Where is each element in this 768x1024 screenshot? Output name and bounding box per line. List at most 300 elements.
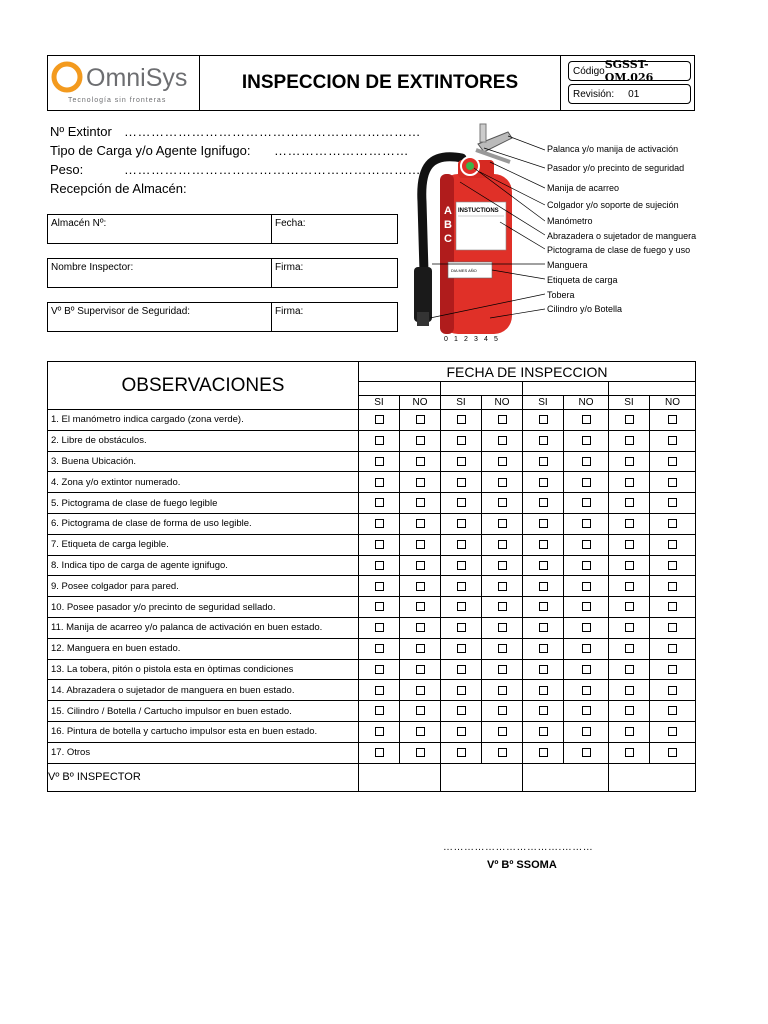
checkbox-cell: [359, 701, 400, 722]
observation-text: 14. Abrazadera o sujetador de manguera en buen estado.: [48, 680, 359, 701]
checkbox-cell: [650, 659, 696, 680]
si-checkbox[interactable]: [457, 561, 466, 570]
checkbox-cell: [441, 659, 482, 680]
checkbox-cell: [609, 680, 650, 701]
firma2-label: Firma:: [275, 306, 304, 317]
no-checkbox[interactable]: [668, 602, 677, 611]
si-checkbox[interactable]: [539, 498, 548, 507]
checkbox-cell: [441, 451, 482, 472]
date-slot-1[interactable]: [359, 382, 441, 396]
no-checkbox[interactable]: [668, 478, 677, 487]
si-checkbox[interactable]: [457, 644, 466, 653]
no-checkbox[interactable]: [416, 478, 425, 487]
si-checkbox[interactable]: [625, 727, 634, 736]
si-checkbox[interactable]: [539, 415, 548, 424]
no-checkbox[interactable]: [582, 602, 591, 611]
no-checkbox[interactable]: [416, 623, 425, 632]
si-checkbox[interactable]: [625, 498, 634, 507]
checkbox-cell: [650, 638, 696, 659]
inspector-sign-slot-2[interactable]: [441, 763, 523, 791]
no-checkbox[interactable]: [416, 540, 425, 549]
checkbox-cell: [441, 597, 482, 618]
diagram-label-11: Cilindro y/o Botella: [547, 304, 623, 314]
checkbox-cell: [523, 430, 564, 451]
no-checkbox[interactable]: [582, 748, 591, 757]
checkbox-cell: [609, 659, 650, 680]
checkbox-cell: [482, 451, 523, 472]
checkbox-cell: [482, 472, 523, 493]
checkbox-cell: [650, 721, 696, 742]
si-checkbox[interactable]: [457, 478, 466, 487]
no-checkbox[interactable]: [416, 457, 425, 466]
si-checkbox[interactable]: [375, 582, 384, 591]
si-checkbox[interactable]: [375, 644, 384, 653]
si-checkbox[interactable]: [625, 602, 634, 611]
class-letter-c: C: [444, 233, 452, 245]
recepcion-field: [50, 181, 187, 196]
checkbox-cell: [359, 576, 400, 597]
no-checkbox[interactable]: [668, 457, 677, 466]
observation-text: 17. Otros: [48, 742, 359, 763]
checkbox-cell: [523, 451, 564, 472]
fecha-cell[interactable]: [272, 215, 397, 243]
checkbox-cell: [400, 659, 441, 680]
si-column-header: SI: [359, 396, 400, 410]
checkbox-cell: [564, 680, 609, 701]
instructions-text: INSTUCTIONS: [458, 208, 499, 214]
no-checkbox[interactable]: [582, 457, 591, 466]
table-row: [48, 701, 696, 722]
checkbox-cell: [400, 534, 441, 555]
checkbox-cell: [441, 534, 482, 555]
si-checkbox[interactable]: [375, 457, 384, 466]
checkbox-cell: [564, 430, 609, 451]
checkbox-cell: [482, 555, 523, 576]
checkbox-cell: [650, 472, 696, 493]
no-checkbox[interactable]: [668, 519, 677, 528]
checkbox-cell: [400, 513, 441, 534]
checkbox-cell: [400, 742, 441, 763]
checkbox-cell: [523, 493, 564, 514]
si-checkbox[interactable]: [375, 519, 384, 528]
checkbox-cell: [482, 597, 523, 618]
si-checkbox[interactable]: [625, 519, 634, 528]
no-checkbox[interactable]: [668, 748, 677, 757]
si-checkbox[interactable]: [625, 561, 634, 570]
no-checkbox[interactable]: [416, 602, 425, 611]
checkbox-cell: [564, 721, 609, 742]
checkbox-cell: [650, 680, 696, 701]
checkbox-cell: [564, 513, 609, 534]
checkbox-cell: [441, 680, 482, 701]
si-checkbox[interactable]: [457, 540, 466, 549]
scale-2: 2: [464, 336, 468, 343]
checkbox-cell: [609, 721, 650, 742]
diagram-label-3: Manija de acarreo: [547, 183, 620, 193]
checkbox-cell: [359, 742, 400, 763]
no-checkbox[interactable]: [582, 436, 591, 445]
no-checkbox[interactable]: [668, 561, 677, 570]
no-column-header: NO: [400, 396, 441, 410]
supervisor-label: Vº Bº Supervisor de Seguridad:: [51, 306, 191, 317]
checkbox-cell: [564, 576, 609, 597]
diagram-label-4: Colgador y/o soporte de sujeción: [547, 200, 679, 210]
no-checkbox[interactable]: [416, 727, 425, 736]
no-checkbox[interactable]: [416, 519, 425, 528]
no-checkbox[interactable]: [582, 498, 591, 507]
si-checkbox[interactable]: [539, 686, 548, 695]
checkbox-cell: [609, 430, 650, 451]
si-checkbox[interactable]: [625, 436, 634, 445]
checkbox-cell: [441, 742, 482, 763]
si-checkbox[interactable]: [457, 582, 466, 591]
vb-inspector-label: Vº Bº INSPECTOR: [48, 763, 359, 791]
no-checkbox[interactable]: [498, 644, 507, 653]
recepcion-label: Recepción de Almacén:: [50, 181, 187, 196]
no-checkbox[interactable]: [498, 602, 507, 611]
document-title: INSPECCION DE EXTINTORES: [200, 56, 561, 110]
no-checkbox[interactable]: [668, 706, 677, 715]
si-checkbox[interactable]: [625, 623, 634, 632]
diagram-label-7: Pictograma de clase de fuego y uso: [547, 245, 691, 255]
no-checkbox[interactable]: [498, 748, 507, 757]
almacen-label: Almacén Nº:: [51, 218, 107, 229]
no-checkbox[interactable]: [498, 519, 507, 528]
checkbox-cell: [482, 410, 523, 431]
si-checkbox[interactable]: [625, 478, 634, 487]
si-checkbox[interactable]: [625, 686, 634, 695]
table-row: [48, 617, 696, 638]
no-checkbox[interactable]: [668, 727, 677, 736]
table-row: [48, 576, 696, 597]
checkbox-cell: [523, 513, 564, 534]
si-checkbox[interactable]: [457, 519, 466, 528]
checkbox-cell: [359, 513, 400, 534]
extintor-field: [50, 124, 421, 139]
checkbox-cell: [609, 451, 650, 472]
si-checkbox[interactable]: [457, 457, 466, 466]
si-checkbox[interactable]: [625, 540, 634, 549]
checkbox-cell: [359, 721, 400, 742]
checkbox-cell: [482, 576, 523, 597]
no-checkbox[interactable]: [498, 582, 507, 591]
si-checkbox[interactable]: [539, 582, 548, 591]
table-row: [48, 493, 696, 514]
si-checkbox[interactable]: [625, 415, 634, 424]
checkbox-cell: [400, 638, 441, 659]
no-checkbox[interactable]: [416, 498, 425, 507]
checkbox-cell: [523, 410, 564, 431]
no-checkbox[interactable]: [582, 665, 591, 674]
diagram-label-1: Palanca y/o manija de activación: [547, 144, 679, 154]
no-checkbox[interactable]: [582, 540, 591, 549]
table-row: [48, 534, 696, 555]
checkbox-cell: [359, 410, 400, 431]
si-checkbox[interactable]: [457, 436, 466, 445]
checkbox-cell: [482, 721, 523, 742]
si-checkbox[interactable]: [457, 498, 466, 507]
scale-4: 4: [484, 336, 488, 343]
si-checkbox[interactable]: [539, 457, 548, 466]
table-row: [48, 451, 696, 472]
no-checkbox[interactable]: [582, 478, 591, 487]
inspector-sign-slot-4[interactable]: [609, 763, 696, 791]
si-checkbox[interactable]: [375, 540, 384, 549]
checkbox-cell: [400, 680, 441, 701]
si-checkbox[interactable]: [375, 686, 384, 695]
checkbox-cell: [609, 638, 650, 659]
checkbox-cell: [564, 493, 609, 514]
no-checkbox[interactable]: [416, 706, 425, 715]
si-column-header: SI: [523, 396, 564, 410]
diagram-label-5: Manómetro: [547, 216, 593, 226]
checkbox-cell: [482, 659, 523, 680]
si-column-header: SI: [609, 396, 650, 410]
si-checkbox[interactable]: [457, 727, 466, 736]
no-checkbox[interactable]: [498, 665, 507, 674]
checkbox-cell: [441, 472, 482, 493]
observation-text: 4. Zona y/o extintor numerado.: [48, 472, 359, 493]
scale-3: 3: [474, 336, 478, 343]
checkbox-cell: [400, 430, 441, 451]
checkbox-cell: [650, 555, 696, 576]
observation-text: 16. Pintura de botella y cartucho impulsor esta en buen estado.: [48, 721, 359, 742]
checkbox-cell: [650, 742, 696, 763]
no-checkbox[interactable]: [582, 582, 591, 591]
checkbox-cell: [609, 742, 650, 763]
checkbox-cell: [482, 534, 523, 555]
si-checkbox[interactable]: [457, 748, 466, 757]
si-checkbox[interactable]: [625, 644, 634, 653]
supervisor-cell[interactable]: [48, 303, 272, 331]
checkbox-cell: [359, 555, 400, 576]
firma-label: Firma:: [275, 262, 304, 273]
si-checkbox[interactable]: [375, 727, 384, 736]
observation-text: 2. Libre de obstáculos.: [48, 430, 359, 451]
si-checkbox[interactable]: [539, 519, 548, 528]
no-checkbox[interactable]: [416, 582, 425, 591]
inspector-cell[interactable]: [48, 259, 272, 287]
si-checkbox[interactable]: [539, 561, 548, 570]
no-checkbox[interactable]: [668, 686, 677, 695]
si-checkbox[interactable]: [539, 644, 548, 653]
no-checkbox[interactable]: [498, 727, 507, 736]
firma2-cell[interactable]: [272, 303, 397, 331]
extintor-dots[interactable]: …………………………………………………………: [124, 124, 421, 139]
no-checkbox[interactable]: [668, 623, 677, 632]
si-checkbox[interactable]: [625, 582, 634, 591]
table-row: [48, 680, 696, 701]
almacen-row: [47, 214, 398, 244]
no-checkbox[interactable]: [582, 644, 591, 653]
table-row: [48, 638, 696, 659]
checkbox-cell: [441, 513, 482, 534]
inspector-sign-slot-1[interactable]: [359, 763, 441, 791]
date-slot-2[interactable]: [441, 382, 523, 396]
no-checkbox[interactable]: [582, 415, 591, 424]
checkbox-cell: [564, 701, 609, 722]
no-checkbox[interactable]: [498, 561, 507, 570]
checkbox-cell: [564, 742, 609, 763]
no-checkbox[interactable]: [668, 415, 677, 424]
checkbox-cell: [523, 472, 564, 493]
no-checkbox[interactable]: [582, 706, 591, 715]
no-checkbox[interactable]: [416, 561, 425, 570]
si-checkbox[interactable]: [539, 540, 548, 549]
no-checkbox[interactable]: [416, 644, 425, 653]
si-checkbox[interactable]: [539, 602, 548, 611]
si-checkbox[interactable]: [625, 706, 634, 715]
checkbox-cell: [650, 513, 696, 534]
no-column-header: NO: [650, 396, 696, 410]
checkbox-cell: [564, 410, 609, 431]
observation-text: 7. Etiqueta de carga legible.: [48, 534, 359, 555]
checkbox-cell: [650, 576, 696, 597]
checkbox-cell: [609, 410, 650, 431]
no-checkbox[interactable]: [498, 436, 507, 445]
checkbox-cell: [609, 617, 650, 638]
si-checkbox[interactable]: [457, 706, 466, 715]
no-checkbox[interactable]: [668, 644, 677, 653]
checkbox-cell: [441, 638, 482, 659]
no-checkbox[interactable]: [416, 665, 425, 674]
checkbox-cell: [609, 597, 650, 618]
no-checkbox[interactable]: [582, 519, 591, 528]
checkbox-cell: [400, 576, 441, 597]
observation-text: 5. Pictograma de clase de fuego legible: [48, 493, 359, 514]
si-checkbox[interactable]: [625, 748, 634, 757]
checkbox-cell: [564, 617, 609, 638]
no-checkbox[interactable]: [582, 686, 591, 695]
checkbox-cell: [650, 617, 696, 638]
inspector-sign-slot-3[interactable]: [523, 763, 609, 791]
diagram-label-9: Etiqueta de carga: [547, 275, 618, 285]
scale-1: 1: [454, 336, 458, 343]
checkbox-cell: [400, 701, 441, 722]
si-checkbox[interactable]: [375, 748, 384, 757]
no-checkbox[interactable]: [582, 727, 591, 736]
no-checkbox[interactable]: [498, 706, 507, 715]
table-row: [48, 721, 696, 742]
si-checkbox[interactable]: [375, 623, 384, 632]
code-box: [568, 58, 691, 84]
scale-0: 0: [444, 336, 448, 343]
checkbox-cell: [441, 701, 482, 722]
date-slot-4[interactable]: [609, 382, 696, 396]
no-checkbox[interactable]: [498, 415, 507, 424]
checkbox-cell: [359, 617, 400, 638]
si-checkbox[interactable]: [539, 623, 548, 632]
peso-dots[interactable]: …………………………………………………………: [124, 162, 421, 177]
si-checkbox[interactable]: [375, 665, 384, 674]
no-checkbox[interactable]: [416, 436, 425, 445]
si-checkbox[interactable]: [457, 686, 466, 695]
checkbox-cell: [482, 493, 523, 514]
si-checkbox[interactable]: [457, 602, 466, 611]
si-checkbox[interactable]: [625, 457, 634, 466]
no-checkbox[interactable]: [668, 582, 677, 591]
checkbox-cell: [441, 576, 482, 597]
si-checkbox[interactable]: [375, 415, 384, 424]
firma-cell[interactable]: [272, 259, 397, 287]
si-checkbox[interactable]: [375, 602, 384, 611]
extintor-label: Nº Extintor: [50, 124, 112, 139]
no-checkbox[interactable]: [416, 415, 425, 424]
si-checkbox[interactable]: [375, 498, 384, 507]
si-checkbox[interactable]: [539, 436, 548, 445]
no-checkbox[interactable]: [498, 540, 507, 549]
no-checkbox[interactable]: [416, 748, 425, 757]
si-checkbox[interactable]: [375, 561, 384, 570]
checkbox-cell: [523, 617, 564, 638]
class-letter-b: B: [444, 219, 452, 231]
no-column-header: NO: [564, 396, 609, 410]
checkbox-cell: [650, 534, 696, 555]
no-checkbox[interactable]: [582, 561, 591, 570]
no-checkbox[interactable]: [668, 665, 677, 674]
si-checkbox[interactable]: [457, 623, 466, 632]
si-checkbox[interactable]: [375, 478, 384, 487]
no-checkbox[interactable]: [498, 686, 507, 695]
checkbox-cell: [400, 410, 441, 431]
si-checkbox[interactable]: [457, 665, 466, 674]
si-checkbox[interactable]: [375, 706, 384, 715]
no-checkbox[interactable]: [498, 457, 507, 466]
code-value: SGSST-OM.026: [604, 58, 654, 84]
document-header: [47, 55, 695, 111]
si-checkbox[interactable]: [375, 436, 384, 445]
inspector-signature-row: [48, 763, 696, 791]
table-row: [48, 555, 696, 576]
checkbox-cell: [523, 742, 564, 763]
checkbox-cell: [359, 638, 400, 659]
observation-text: 8. Indica tipo de carga de agente ignifugo.: [48, 555, 359, 576]
no-checkbox[interactable]: [668, 540, 677, 549]
checkbox-cell: [482, 680, 523, 701]
checkbox-cell: [359, 597, 400, 618]
checkbox-cell: [609, 534, 650, 555]
si-checkbox[interactable]: [539, 748, 548, 757]
checkbox-cell: [359, 472, 400, 493]
si-checkbox[interactable]: [539, 706, 548, 715]
observation-text: 1. El manómetro indica cargado (zona verde).: [48, 410, 359, 431]
si-checkbox[interactable]: [539, 478, 548, 487]
si-checkbox[interactable]: [625, 665, 634, 674]
checkbox-cell: [441, 493, 482, 514]
observation-text: 11. Manija de acarreo y/o palanca de activación en buen estado.: [48, 617, 359, 638]
table-row: [48, 742, 696, 763]
no-checkbox[interactable]: [668, 498, 677, 507]
revision-value: 01: [628, 88, 640, 100]
no-checkbox[interactable]: [498, 498, 507, 507]
no-checkbox[interactable]: [498, 478, 507, 487]
no-checkbox[interactable]: [668, 436, 677, 445]
checkbox-cell: [650, 410, 696, 431]
si-checkbox[interactable]: [539, 727, 548, 736]
ssoma-signature-line[interactable]: …………………………….………: [443, 842, 594, 853]
almacen-cell[interactable]: [48, 215, 272, 243]
si-checkbox[interactable]: [539, 665, 548, 674]
tipo-carga-field: [50, 143, 409, 158]
no-checkbox[interactable]: [582, 623, 591, 632]
checkbox-cell: [523, 659, 564, 680]
tipo-carga-dots[interactable]: …………………………: [274, 143, 409, 158]
no-checkbox[interactable]: [416, 686, 425, 695]
si-checkbox[interactable]: [457, 415, 466, 424]
date-slot-3[interactable]: [523, 382, 609, 396]
inspector-label: Nombre Inspector:: [51, 262, 134, 273]
no-checkbox[interactable]: [498, 623, 507, 632]
